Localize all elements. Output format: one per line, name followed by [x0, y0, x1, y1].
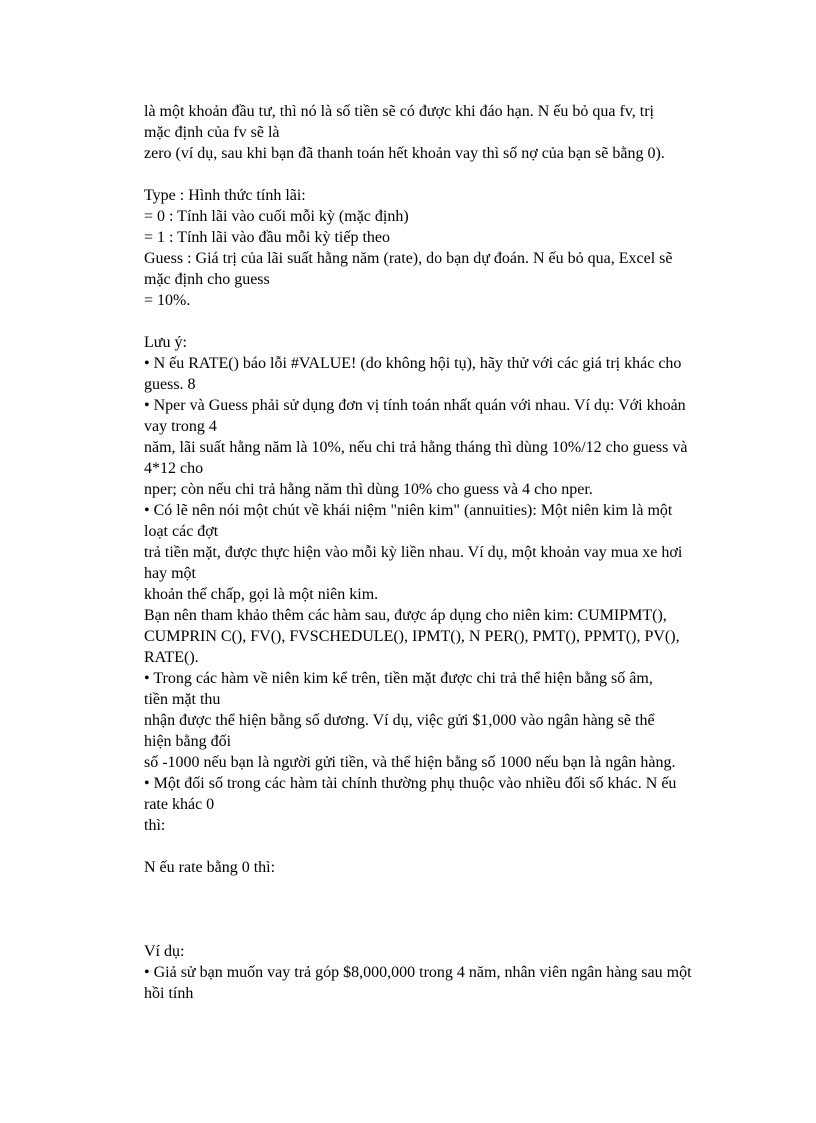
text-line: rate khác 0	[144, 796, 215, 813]
text-line: • Có lẽ nên nói một chút về khái niệm "niên kim" (annuities): Một niên kim là một	[144, 502, 673, 519]
text-line: N ếu rate bằng 0 thì:	[144, 859, 276, 876]
text-line: vay trong 4	[144, 418, 217, 435]
text-line: CUMPRIN C(), FV(), FVSCHEDULE(), IPMT(), N PER(), PMT(), PPMT(), PV(),	[144, 628, 680, 645]
text-line: Lưu ý:	[144, 334, 187, 351]
text-line: mặc định của fv sẽ là	[144, 124, 280, 141]
text-line: Bạn nên tham khảo thêm các hàm sau, được áp dụng cho niên kim: CUMIPMT(),	[144, 607, 667, 624]
text-line: số -1000 nếu bạn là người gửi tiền, và thể hiện bằng số 1000 nếu bạn là ngân hàng.	[144, 754, 676, 771]
text-line: là một khoản đầu tư, thì nó là số tiền sẽ có được khi đáo hạn. N ếu bỏ qua fv, trị	[144, 103, 654, 120]
text-line: Ví dụ:	[144, 943, 185, 960]
text-line: • Nper và Guess phải sử dụng đơn vị tính toán nhất quán với nhau. Ví dụ: Với khoản	[144, 397, 686, 414]
text-line: hiện bằng đối	[144, 733, 232, 750]
text-line: Type : Hình thức tính lãi:	[144, 187, 306, 204]
document-body	[144, 101, 756, 1004]
text-line: nhận được thể hiện bằng số dương. Ví dụ, việc gửi $1,000 vào ngân hàng sẽ thể	[144, 712, 655, 729]
text-line: • N ếu RATE() báo lỗi #VALUE! (do không hội tụ), hãy thử với các giá trị khác cho	[144, 355, 682, 372]
text-line: tiền mặt thu	[144, 691, 221, 708]
text-line: = 0 : Tính lãi vào cuối mỗi kỳ (mặc định)	[144, 208, 409, 225]
text-line: Guess : Giá trị của lãi suất hằng năm (rate), do bạn dự đoán. N ếu bỏ qua, Excel sẽ	[144, 250, 673, 267]
paragraph-gap	[144, 311, 756, 332]
paragraph-gap	[144, 164, 756, 185]
text-line: • Một đối số trong các hàm tài chính thường phụ thuộc vào nhiều đối số khác. N ếu	[144, 775, 677, 792]
text-line: • Giả sử bạn muốn vay trả góp $8,000,000 trong 4 năm, nhân viên ngân hàng sau một	[144, 964, 692, 981]
text-line: • Trong các hàm về niên kim kể trên, tiền mặt được chi trả thể hiện bằng số âm,	[144, 670, 653, 687]
text-line: nper; còn nếu chi trả hằng năm thì dùng 10% cho guess và 4 cho nper.	[144, 481, 593, 498]
text-line: năm, lãi suất hằng năm là 10%, nếu chi trả hằng tháng thì dùng 10%/12 cho guess và	[144, 439, 688, 456]
paragraph-gap	[144, 878, 756, 920]
text-line: loạt các đợt	[144, 523, 219, 540]
text-line: hay một	[144, 565, 196, 582]
text-line: = 10%.	[144, 292, 191, 309]
text-line: khoản thế chấp, gọi là một niên kim.	[144, 586, 379, 603]
paragraph-gap	[144, 836, 756, 857]
text-line: = 1 : Tính lãi vào đầu mỗi kỳ tiếp theo	[144, 229, 391, 246]
text-line: trả tiền mặt, được thực hiện vào mỗi kỳ liền nhau. Ví dụ, một khoản vay mua xe hơi	[144, 544, 683, 561]
text-line: thì:	[144, 817, 166, 834]
text-line: 4*12 cho	[144, 460, 204, 477]
text-line: mặc định cho guess	[144, 271, 270, 288]
text-line: zero (ví dụ, sau khi bạn đã thanh toán hết khoản vay thì số nợ của bạn sẽ bằng 0).	[144, 145, 665, 162]
text-line: RATE().	[144, 649, 199, 666]
text-line: guess. 8	[144, 376, 196, 393]
paragraph-gap	[144, 920, 756, 941]
text-line: hồi tính	[144, 985, 194, 1002]
